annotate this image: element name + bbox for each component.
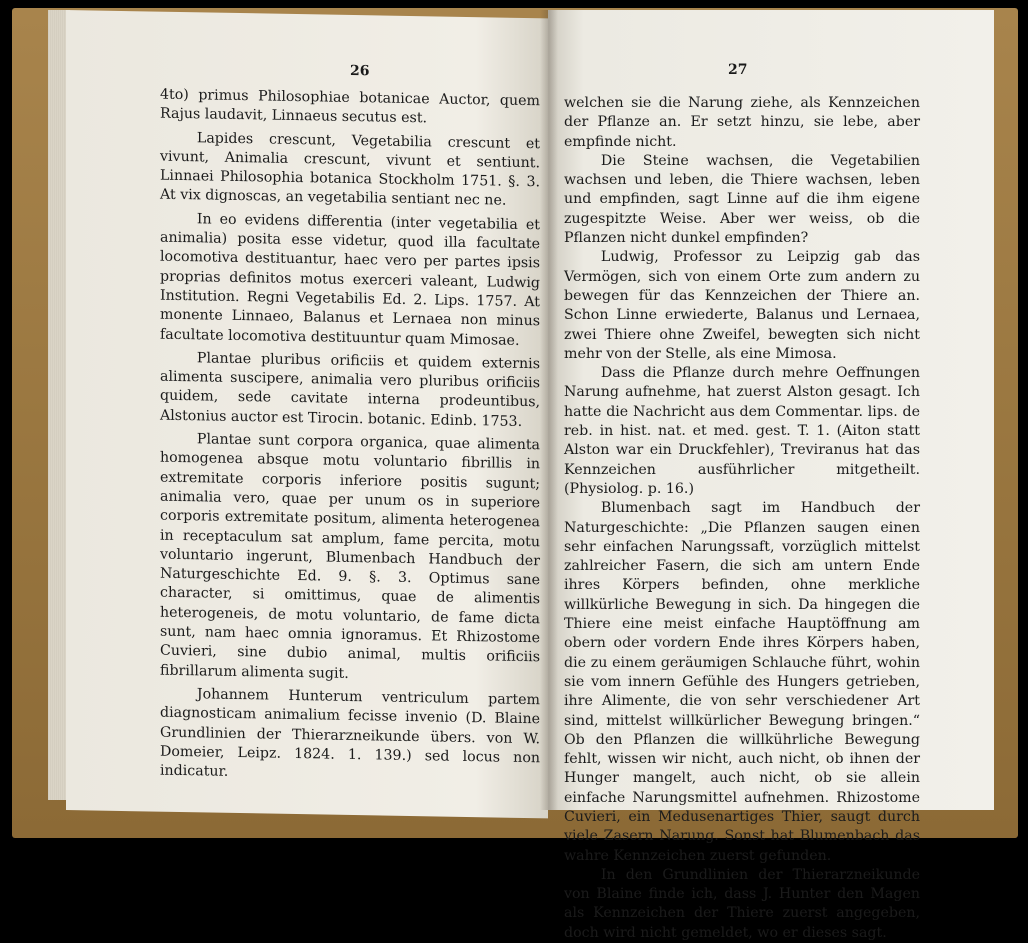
- paragraph: In eo evidens differentia (inter vegetabilia et animalia) posita esse videtur, quod illa facultate locomotiva destituantur, haec vero per partes ipsis proprias definitos motus exerceri valeant, Ludwig Institution. Regni Vegetabilis Ed. 2. Lips. 1757. At monente Linnaeo, Balanus et Lernaea non minus facultate locomotiva destituuntur quam Mimosae.: [160, 211, 540, 349]
- paragraph: Dass die Pflanze durch mehre Oeffnungen Narung aufnehme, hat zuerst Alston gesagt. Ich hatte die Nachricht aus dem Commentar. lips. de reb. in hist. nat. et med. gest. T. 1. (Aiton statt Alston war ein Druckfehler), Treviranus hat das Kennzeichen ausführlicher mitgetheilt. (Physiolog. p. 16.): [564, 365, 920, 497]
- page-number-right: 27: [728, 62, 748, 78]
- paragraph: 4to) primus Philosophiae botanicae Auctor, quem Rajus laudavit, Linnaeus secutus est.: [160, 86, 540, 127]
- page-number-left: 26: [350, 62, 370, 80]
- left-page: [66, 10, 548, 818]
- paragraph: Lapides crescunt, Vegetabilia crescunt et vivunt, Animalia crescunt, vivunt et sentiunt. Linnaei Philosophia botanica Stockholm 1751. §. 3. At vix dignoscas, an vegetabilia sentiant nec ne.: [160, 129, 540, 210]
- right-page-text: [564, 94, 920, 943]
- paragraph: Die Steine wachsen, die Vegetabilien wachsen und leben, die Thiere wachsen, leben und empfinden, sagt Linne auf die ihm eigene zugespitzte Weise. Aber wer weiss, ob die Pflanzen nicht dunkel empfinden?: [564, 152, 920, 247]
- paragraph: Blumenbach sagt im Handbuch der Naturgeschichte: „Die Pflanzen saugen einen sehr einfachen Narungssaft, vorzüglich mittelst zahlreicher Fasern, die sich am untern Ende ihres Körpers befinden, ohne merkliche willkürliche Bewegung in sich. Da hingegen die Thiere eine meist einfache Hauptöffnung am obern oder vordern Ende ihres Körpers haben, die zu einem geräumigen Schlauche führt, wohin sie vom innern Gefühle des Hungers getrieben, ihre Alimente, die von sehr verschiedener Art sind, mittelst willkürlicher Bewegung bringen.“ Ob den Pflanzen die willkührliche Bewegung fehlt, wissen wir nicht, auch nicht, ob ihnen der Hunger mangelt, auch nicht, ob sie allein einfache Narungsmittel aufnehmen. Rhizostome Cuvieri, ein Medusenartiges Thier, saugt durch viele Zasern Narung. Sonst hat Blumenbach das wahre Kennzeichen zuerst gefunden.: [564, 500, 920, 864]
- right-page: [548, 10, 994, 941]
- paragraph: Plantae pluribus orificiis et quidem externis alimenta suscipere, animalia vero pluribus orificiis quidem, sede cavitate interna prodeuntibus, Alstonius auctor est Tirocin. botanic. Edinb. 1753.: [160, 350, 540, 430]
- paragraph: In den Grundlinien der Thierarzneikunde von Blaine finde ich, dass J. Hunter den Magen als Kennzeichen der Thiere zuerst angegeben, doch wird nicht gemeldet, wo er dieses sagt.: [564, 866, 920, 941]
- paragraph: welchen sie die Narung ziehe, als Kennzeichen der Pflanze an. Er setzt hinzu, sie lebe, aber empfinde nicht.: [564, 95, 920, 150]
- left-page-text: [160, 86, 540, 788]
- paragraph: Plantae sunt corpora organica, quae alimenta homogenea absque motu voluntario fibrillis in extremitate corporis inferiore positis sugunt; animalia vero, quae per unum os in superiore corporis extremitate positum, alimenta heterogenea in receptaculum sat amplum, fame percita, motu voluntario ingerunt, Blumenbach Handbuch der Naturgeschichte Ed. 9. §. 3. Optimus sane character, si omittimus, quae de alimentis heterogeneis, de motu voluntario, de fame dicta sunt, nam haec omnia ignoramus. Et Rhizostome Cuvieri, sine dubio animal, multis orificiis fibrillarum alimenta sugit.: [160, 431, 540, 682]
- paragraph: Ludwig, Professor zu Leipzig gab das Vermögen, sich von einem Orte zum andern zu bewegen für das Kennzeichen der Thiere an. Schon Linne erwiederte, Balanus und Lernaea, zwei Thiere ohne Zweifel, bewegten sich nicht mehr von der Stelle, als eine Mimosa.: [564, 249, 920, 362]
- paragraph: Johannem Hunterum ventriculum partem diagnosticam animalium fecisse invenio (D. Blaine Grundlinien der Thierarzneikunde übers. von W. Domeier, Leipz. 1824. 1. 139.) sed locus non indicatur.: [160, 686, 540, 780]
- book-gutter: [540, 10, 558, 810]
